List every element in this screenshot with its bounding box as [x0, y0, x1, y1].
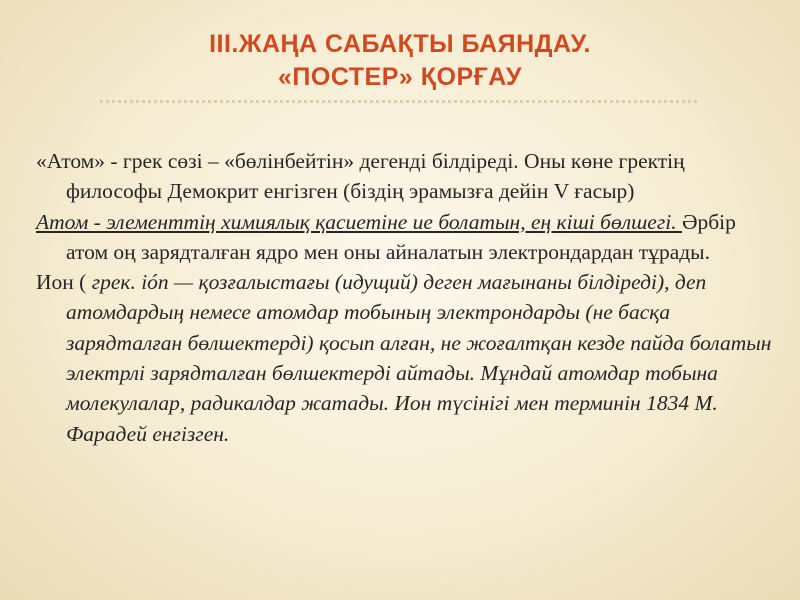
paragraph-atom-origin: «Атом» - грек сөзі – «бөлінбейтін» дегенді білдіреді. Оны көне гректің философы Демокрит енгізген (біздің эрамызға дейін V ғасыр)	[36, 149, 685, 204]
slide-title-line-1: III.ЖАҢА САБАҚТЫ БАЯНДАУ.	[209, 30, 591, 58]
paragraph-atom-definition	[36, 207, 776, 268]
ion-term: Ион (	[36, 270, 92, 295]
title-divider	[100, 100, 700, 103]
atom-definition-text: Атом - элементтің химиялық қасиетіне ие болатын, ең кіші бөлшегі.	[36, 209, 682, 234]
atom-structure-text: Әрбір атом оң зарядталған ядро мен оны айналатын электрондардан тұрады.	[66, 209, 736, 264]
slide-title	[0, 28, 800, 94]
ion-definition-text: грек. ión — қозғалыстағы (идущий) деген мағынаны білдіреді), деп атомдардың немесе атомдар тобының электрондарды (не басқа зарядталған бөлшектерді) қосып алған, не жоғалтқан кезде пайда болатын электрлі зарядталған бөлшектерді айтады. Мұндай атомдар тобына молекулалар, радикалдар жатады. Ион түсінігі мен терминін 1834 М. Фарадей енгізген.	[66, 270, 772, 446]
paragraph-ion	[36, 267, 776, 449]
slide-title-line-2: «ПОСТЕР» ҚОРҒАУ	[278, 63, 522, 91]
slide-body	[36, 146, 776, 449]
